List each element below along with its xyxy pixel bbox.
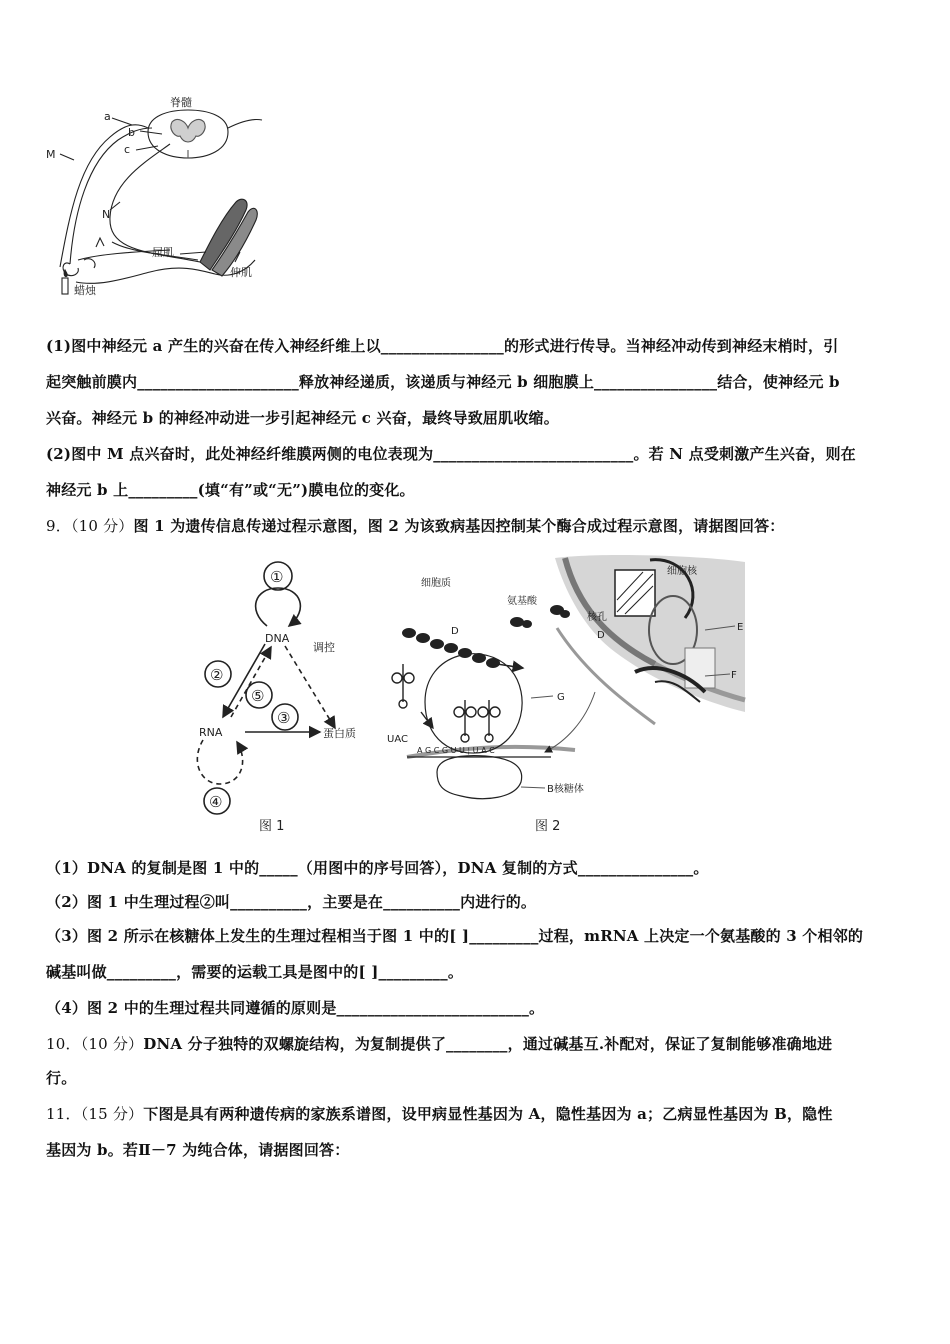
q9-part3-line1: （3）图 2 所示在核糖体上发生的生理过程相当于图 1 中的[ ]_________过程，mRNA 上决定一个氨基酸的 3 个相邻的 (46, 927, 864, 945)
q9-number: 9． (46, 517, 71, 535)
label-cytoplasm: 细胞质 (421, 578, 451, 589)
q9-part1: （1）DNA 的复制是图 1 中的_____（用图中的序号回答），DNA 复制的方式_______________。 (46, 859, 709, 877)
label-a: a (104, 110, 111, 123)
label-nucleus: 细胞核 (667, 566, 697, 577)
q9-part4: （4）图 2 中的生理过程共同遵循的原则是_________________________。 (46, 999, 545, 1017)
label-D2: D (597, 630, 605, 641)
reflex-arc-figure (40, 92, 280, 307)
q10-number: 10． (46, 1035, 81, 1053)
q8-part2-line2: 神经元 b 上_________(填“有”或“无”)膜电位的变化。 (46, 481, 415, 499)
q8-part1-line3: 兴奋。神经元 b 的神经冲动进一步引起神经元 c 兴奋，最终导致屈肌收缩。 (46, 409, 559, 427)
q8-part2-line1: (2)图中 M 点兴奋时，此处神经纤维膜两侧的电位表现为__________________________。若 N 点受刺激产生兴奋，则在 (46, 445, 856, 463)
label-flexor: 屈肌 (152, 246, 174, 259)
label-spinal-cord: 脊髓 (170, 96, 192, 109)
label-candle: 蜡烛 (74, 284, 96, 297)
candle-icon (62, 278, 68, 294)
q11-points: （15 分） (80, 1105, 144, 1123)
label-regulate: 调控 (313, 641, 335, 654)
label-ribosome: B核糖体 (547, 784, 584, 795)
label-E: E (737, 622, 744, 633)
q9-part2: （2）图 1 中生理过程②叫__________，主要是在__________内进行的。 (46, 893, 537, 911)
q10-line2: 行。 (46, 1069, 77, 1087)
label-D: D (451, 626, 459, 637)
label-pore: 核孔 (587, 612, 607, 623)
efferent-nerve (110, 144, 200, 262)
label-amino-acid: 氨基酸 (507, 596, 537, 607)
label-F: F (731, 670, 737, 681)
label-codon: UAC (387, 734, 408, 745)
q10-points: （10 分） (80, 1035, 144, 1053)
label-rna: RNA (199, 726, 223, 739)
label-G: G (557, 692, 565, 703)
amino-acid-icon (510, 605, 570, 628)
label-c: c (124, 143, 131, 156)
q8-part1-line1: (1)图中神经元 a 产生的兴奋在传入神经纤维上以________________的形式进行传导。当神经冲动传到神经末梢时，引 (46, 337, 839, 355)
q10-stem: DNA 分子独特的双螺旋结构，为复制提供了________，通过碱基互.补配对，保证了复制能够准确地进 (143, 1035, 833, 1053)
ribosome (425, 654, 522, 753)
q8-part1-line2: 起突触前膜内_____________________释放神经递质，该递质与神经元 b 细胞膜上________________结合，使神经元 b (46, 373, 840, 391)
label-mrna-sequence: A G C G U U ¦ U A C (417, 746, 495, 755)
central-dogma-diagram (197, 562, 335, 814)
circled-5: ⑤ (251, 687, 265, 705)
q9-stem: 图 1 为遗传信息传递过程示意图，图 2 为该致病基因控制某个酶合成过程示意图，请据图回答： (133, 517, 785, 535)
circled-1: ① (270, 568, 284, 586)
q11-stem: 下图是具有两种遗传病的家族系谱图，设甲病显性基因为 A，隐性基因为 a；乙病显性基因为 B，隐性 (143, 1105, 833, 1123)
q11-line2: 基因为 b。若Ⅱ－7 为纯合体，请据图回答： (46, 1141, 350, 1159)
label-extensor: 伸肌 (230, 266, 252, 279)
circled-4: ④ (209, 793, 223, 811)
circled-3: ③ (277, 709, 291, 727)
afferent-nerve (70, 128, 152, 264)
label-dna: DNA (265, 632, 290, 645)
circled-2: ② (210, 666, 224, 684)
label-N: N (102, 208, 111, 221)
q11-line1 (46, 1104, 908, 1124)
q9-points: （10 分） (70, 517, 134, 535)
label-b: b (128, 126, 135, 139)
trna-molecules (392, 664, 500, 742)
gene-expression-figure (185, 552, 755, 837)
q9-part3-line2: 碱基叫做_________，需要的运载工具是图中的[ ]_________。 (46, 963, 464, 981)
q11-number: 11． (46, 1105, 81, 1123)
figure-2-caption: 图 2 (535, 819, 561, 834)
q9-header (46, 516, 908, 536)
q10-line1 (46, 1034, 908, 1054)
translation-diagram (392, 555, 745, 799)
gray-matter (171, 120, 205, 142)
figure-1-caption: 图 1 (259, 819, 285, 834)
label-protein: 蛋白质 (323, 727, 356, 740)
label-M: M (46, 148, 56, 161)
